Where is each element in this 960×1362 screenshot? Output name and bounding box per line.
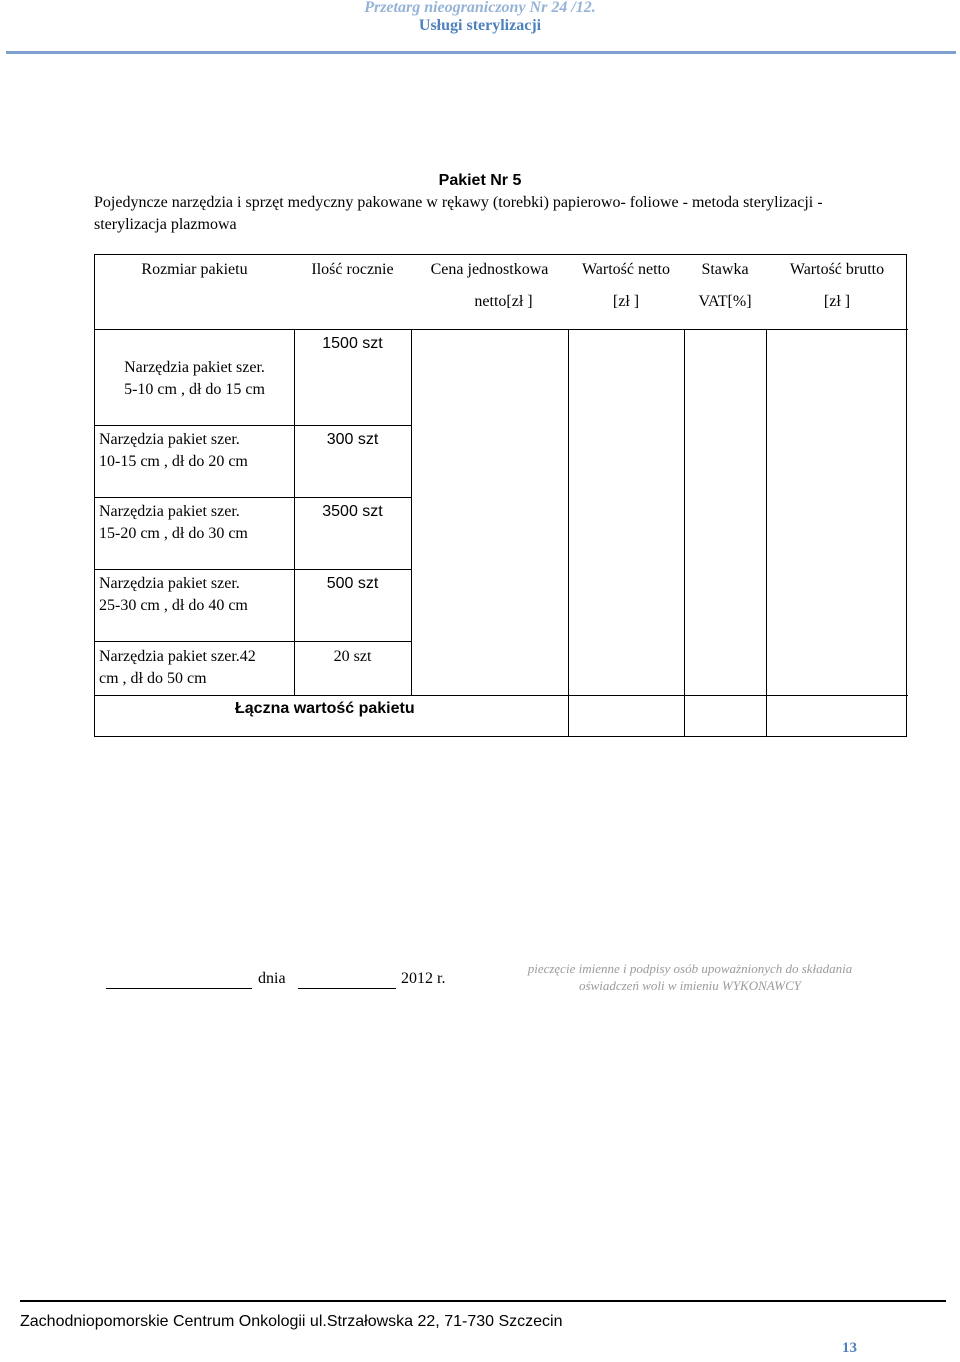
header-size: Rozmiar pakietu [141, 261, 248, 278]
table-row [99, 646, 294, 690]
package-description: Pojedyncze narzędzia i sprzęt medyczny pakowane w rękawy (torebki) papierowo- foliowe - metoda sterylizacji - sterylizacja plazmowa [94, 194, 823, 233]
header-vat-unit: VAT[%] [698, 293, 752, 310]
package-title: Pakiet Nr 5 [438, 172, 522, 189]
signature-note-line2: oświadczeń woli w imieniu WYKONAWCY [579, 978, 801, 993]
date-label: dnia [258, 970, 286, 987]
row-qty: 20 szt [333, 648, 372, 665]
column-border [411, 329, 412, 695]
header-net-value: Wartość netto [581, 261, 670, 278]
table-row [95, 357, 294, 401]
header-vat: Stawka [701, 261, 749, 278]
row-qty: 300 szt [326, 431, 379, 448]
pricing-table [94, 254, 907, 737]
header-qty: Ilość rocznie [311, 261, 394, 278]
header-divider [6, 51, 956, 54]
row-size-line1: Narzędzia pakiet szer. [99, 575, 240, 592]
signature-note-line1: pieczęcie imienne i podpisy osób upoważnionych do składania [527, 961, 853, 976]
table-row [99, 429, 294, 473]
row-size-line1: Narzędzia pakiet szer.42 [99, 648, 256, 665]
row-size-line2: 5-10 cm , dł do 15 cm [124, 381, 265, 398]
row-border [95, 641, 411, 642]
row-size-line2: cm , dł do 50 cm [99, 670, 207, 687]
signature-note [490, 960, 890, 994]
column-border [766, 329, 767, 737]
header-gross-value: Wartość brutto [789, 261, 885, 278]
footer-address: Zachodniopomorskie Centrum Onkologii ul.Strzałowska 22, 71-730 Szczecin [20, 1313, 563, 1330]
header-net-value-unit: [zł ] [612, 293, 640, 310]
row-size-line2: 15-20 cm , dł do 30 cm [99, 525, 248, 542]
row-size-line1: Narzędzia pakiet szer. [99, 503, 240, 520]
row-qty: 3500 szt [322, 503, 383, 520]
header-row-border [95, 329, 908, 330]
year-label: 2012 r. [401, 970, 446, 987]
row-border [95, 497, 411, 498]
column-border [568, 329, 569, 737]
header-gross-value-unit: [zł ] [823, 293, 851, 310]
header-unit-price-unit: netto[zł ] [474, 293, 533, 310]
table-row [99, 573, 294, 617]
header-unit-price: Cena jednostkowa [430, 261, 549, 278]
column-border [684, 329, 685, 737]
table-row [99, 501, 294, 545]
page-number: 13 [842, 1340, 857, 1356]
row-border [95, 569, 411, 570]
row-size-line1: Narzędzia pakiet szer. [124, 359, 265, 376]
row-size-line1: Narzędzia pakiet szer. [99, 431, 240, 448]
row-size-line2: 25-30 cm , dł do 40 cm [99, 597, 248, 614]
footer-divider [20, 1300, 946, 1302]
date-blank-line [298, 988, 396, 989]
tender-number: Przetarg nieograniczony Nr 24 /12. [364, 0, 596, 16]
total-row-border [95, 695, 908, 696]
place-blank-line [106, 988, 252, 989]
service-name: Usługi sterylizacji [418, 17, 542, 34]
row-size-line2: 10-15 cm , dł do 20 cm [99, 453, 248, 470]
total-label: Łączna wartość pakietu [235, 700, 415, 717]
row-qty: 500 szt [326, 575, 379, 592]
row-qty: 1500 szt [322, 335, 383, 352]
row-border [95, 425, 411, 426]
